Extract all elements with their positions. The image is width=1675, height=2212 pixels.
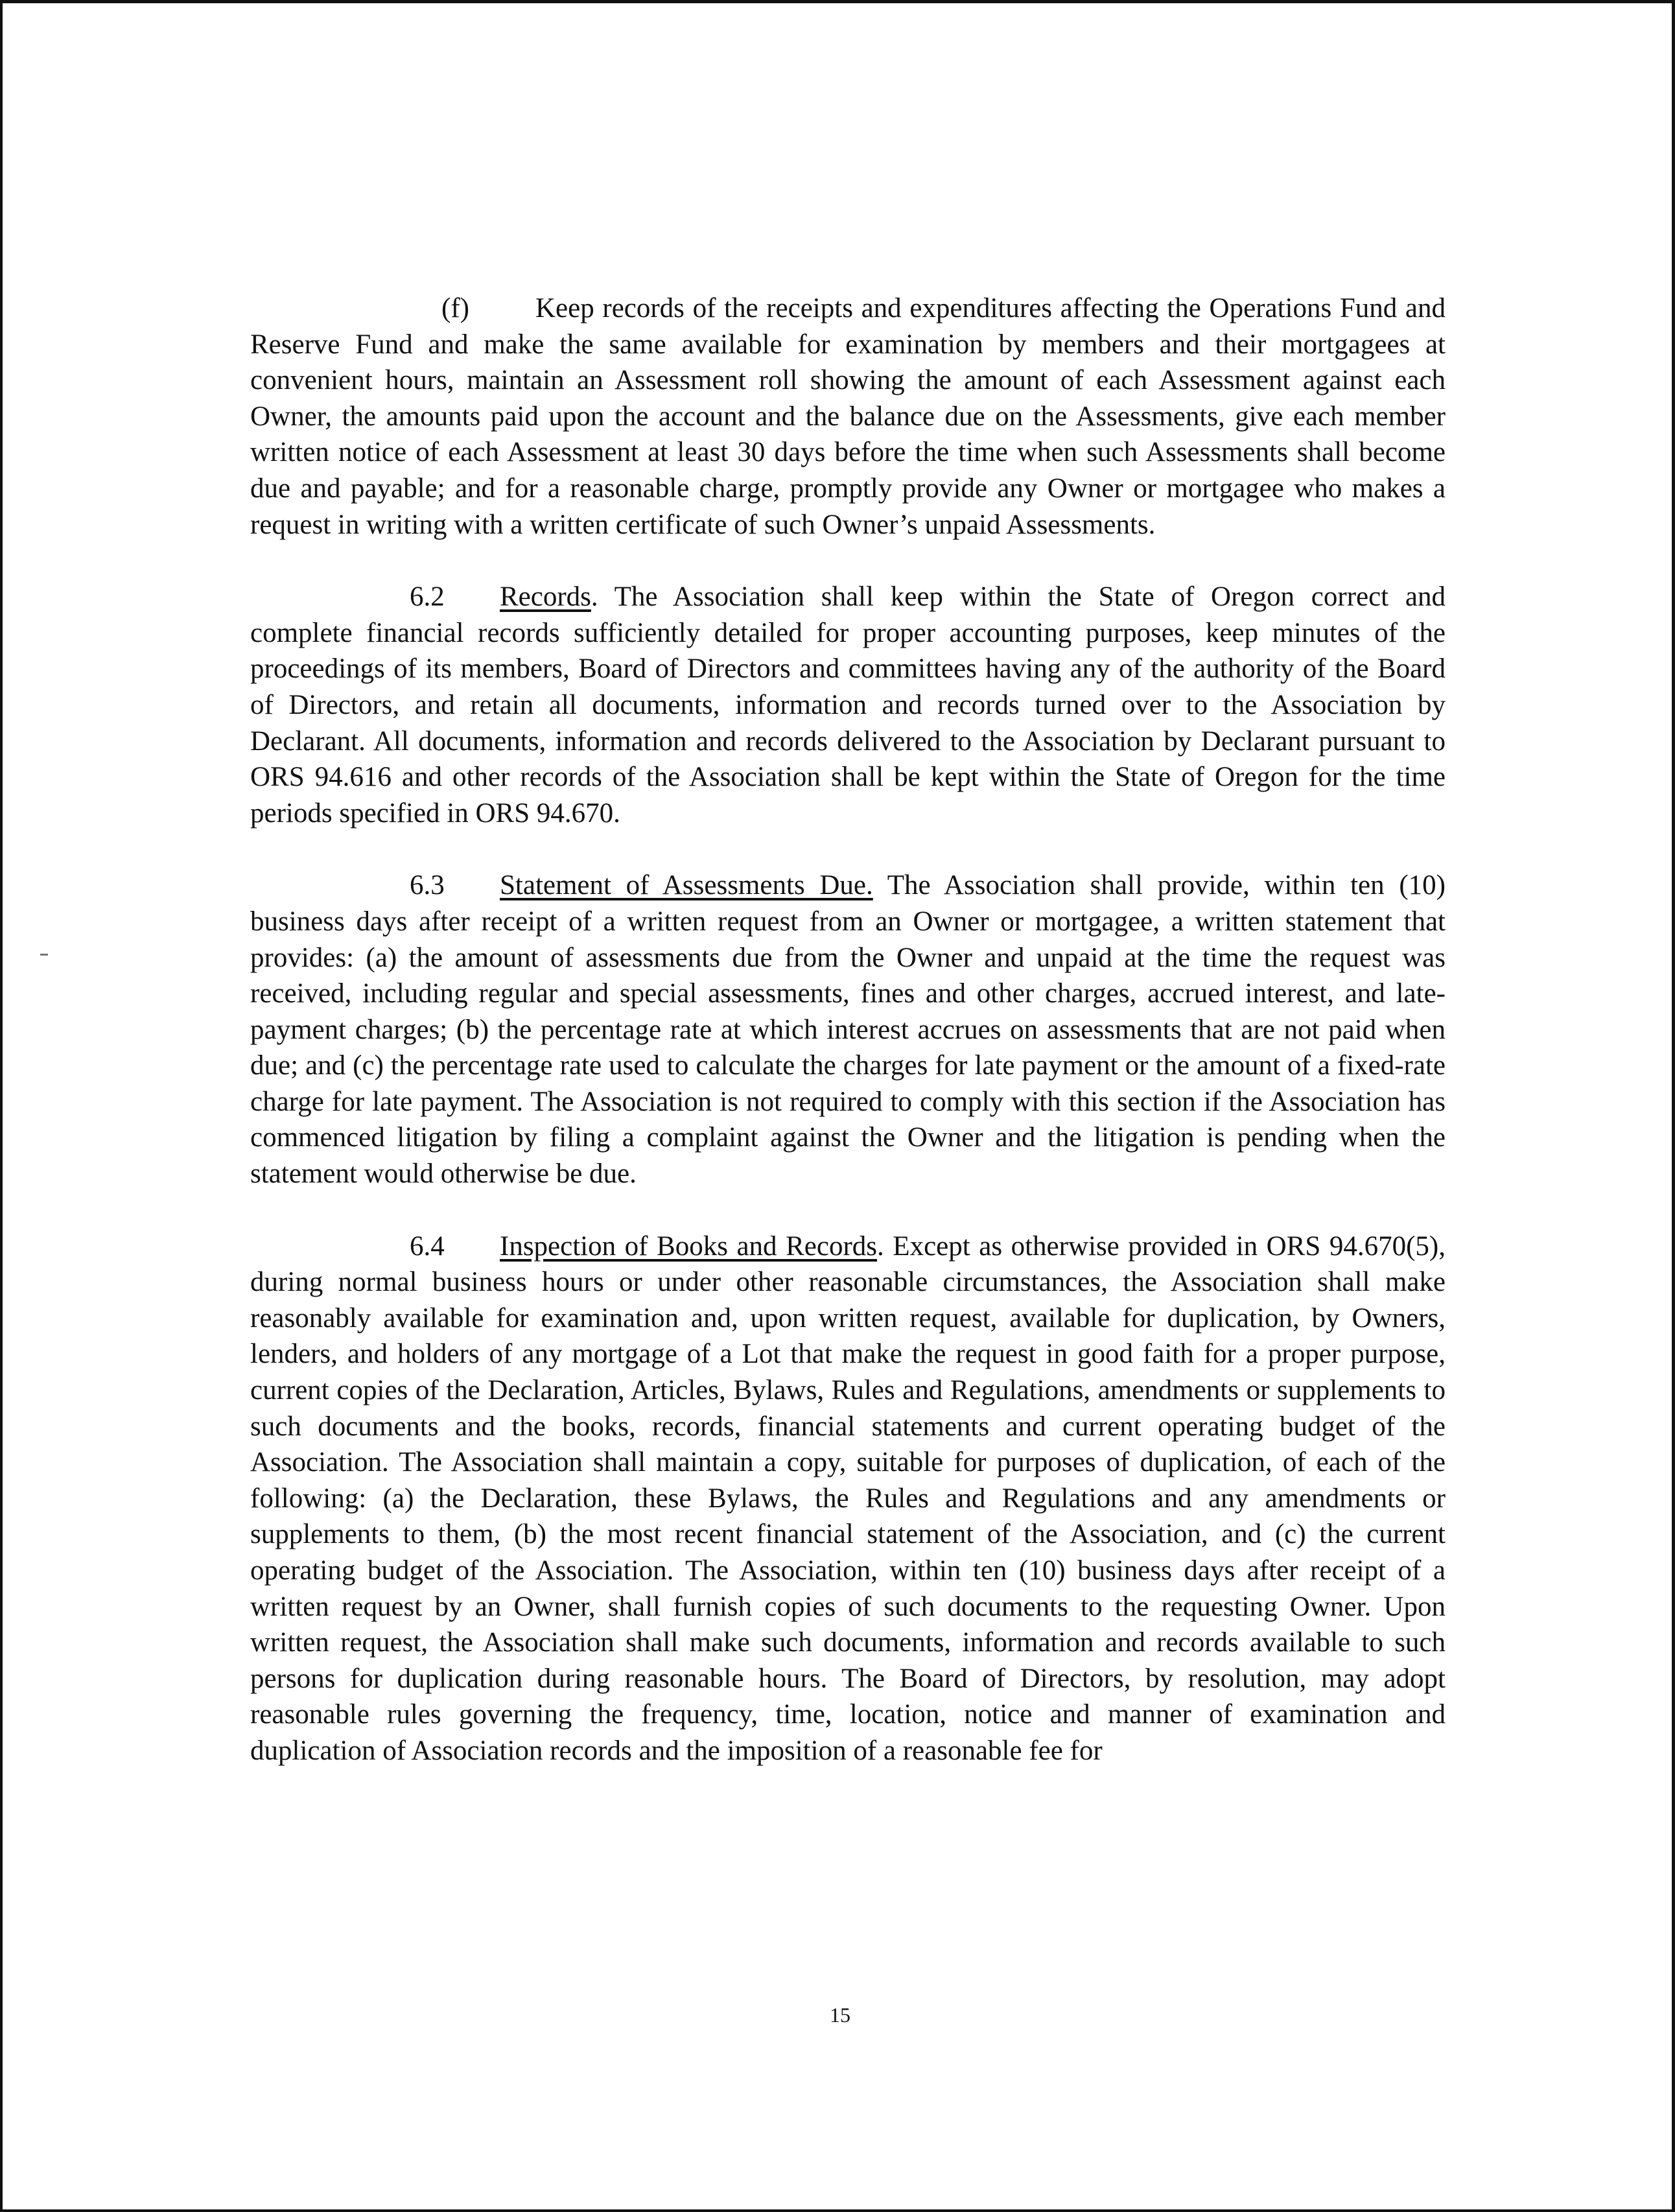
section-6-3-number: 6.3: [410, 870, 445, 901]
section-6-2-heading: Records: [500, 582, 591, 613]
scan-speck: [40, 954, 48, 956]
document-body: [250, 290, 1446, 1806]
paragraph-f-text: Keep records of the receipts and expenditures affecting the Operations Fund and Reserve Fund and make the same available for examination by members and their mortgagees at convenient hours, maintain an Assessment roll showing the amount of each Assessment against each Owner, the amounts paid upon the account and the balance due on the Assessments, give each member written notice of each Assessment at least 30 days before the time when such Assessments shall become due and payable; and for a reasonable charge, promptly provide any Owner or mortgagee who makes a request in writing with a written certificate of such Owner’s unpaid Assessments.: [250, 293, 1446, 540]
section-6-4: [250, 1229, 1446, 1769]
section-6-4-number: 6.4: [410, 1230, 445, 1262]
section-6-3-heading: Statement of Assessments Due.: [500, 870, 873, 901]
section-6-2: [250, 579, 1446, 831]
paragraph-f-label: (f): [441, 293, 469, 324]
section-6-3: [250, 867, 1446, 1192]
section-6-4-text: . Except as otherwise provided in ORS 94.670(5), during normal business hours or under other reasonable circumstances, the Association shall make reasonably available for examination and, upon written request, available for duplication, by Owners, lenders, and holders of any mortgage of a Lot that make the request in good faith for a proper purpose, current copies of the Declaration, Articles, Bylaws, Rules and Regulations, amendments or supplements to such documents and the books, records, financial statements and current operating budget of the Association. The Association shall maintain a copy, suitable for purposes of duplication, of each of the following: (a) the Declaration, these Bylaws, the Rules and Regulations and any amendments or supplements to them, (b) the most recent financial statement of the Association, and (c) the current operating budget of the Association. The Association, within ten (10) business days after receipt of a written request by an Owner, shall furnish copies of such documents to the requesting Owner. Upon written request, the Association shall make such documents, information and records available to such persons for duplication during reasonable hours. The Board of Directors, by resolution, may adopt reasonable rules governing the frequency, time, location, notice and manner of examination and duplication of Association records and the imposition of a reasonable fee for: [250, 1230, 1446, 1766]
section-6-2-number: 6.2: [410, 582, 445, 613]
paragraph-f: [250, 290, 1446, 543]
page-number: 15: [830, 2003, 850, 2027]
section-6-4-heading: Inspection of Books and Records: [500, 1230, 878, 1262]
section-6-3-text: The Association shall provide, within ten (10) business days after receipt of a written request from an Owner or mortgagee, a written statement that provides: (a) the amount of assessments due from the Owner and unpaid at the time the request was received, including regular and special assessments, fines and other charges, accrued interest, and late-payment charges; (b) the percentage rate at which interest accrues on assessments that are not paid when due; and (c) the percentage rate used to calculate the charges for late payment or the amount of a fixed-rate charge for late payment. The Association is not required to comply with this section if the Association has commenced litigation by filing a complaint against the Owner and the litigation is pending when the statement would otherwise be due.: [250, 870, 1446, 1190]
section-6-2-text: . The Association shall keep within the State of Oregon correct and complete financial records sufficiently detailed for proper accounting purposes, keep minutes of the proceedings of its members, Board of Directors and committees having any of the authority of the Board of Directors, and retain all documents, information and records turned over to the Association by Declarant. All documents, information and records delivered to the Association by Declarant pursuant to ORS 94.616 and other records of the Association shall be kept within the State of Oregon for the time periods specified in ORS 94.670.: [250, 582, 1446, 829]
